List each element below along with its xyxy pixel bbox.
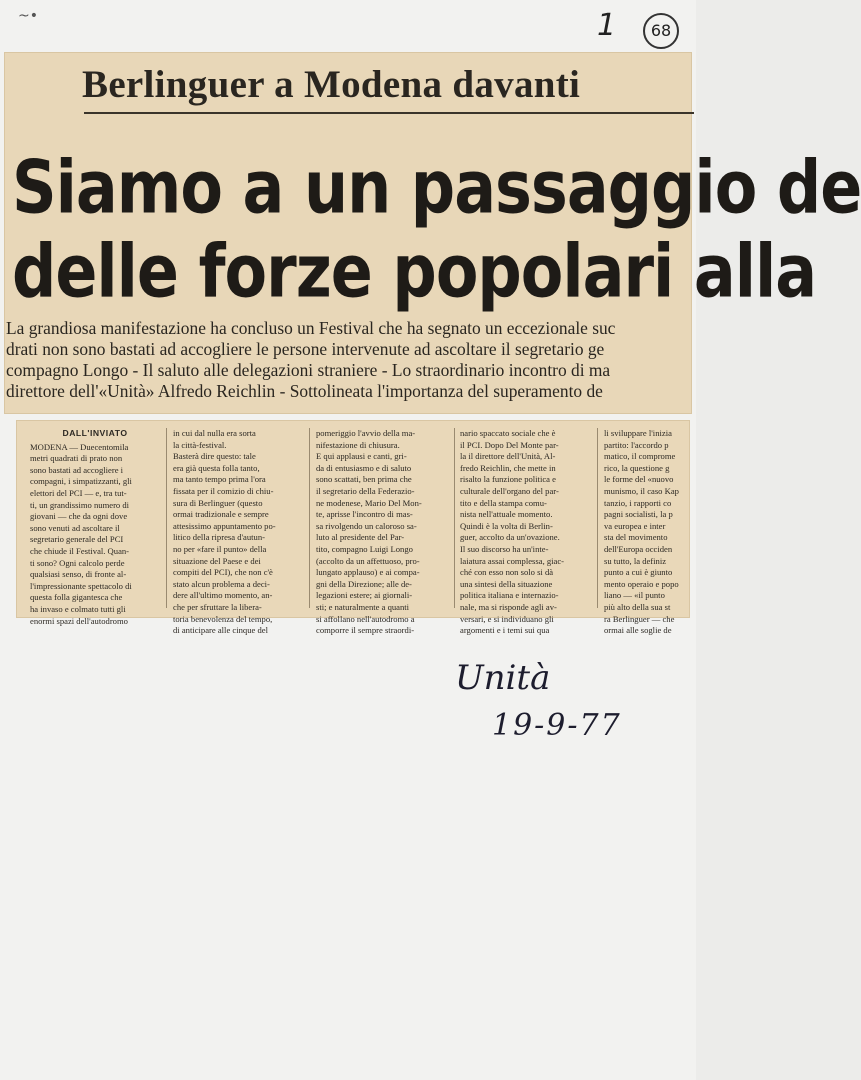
article-text-line: metri quadrati di prato non bbox=[30, 453, 123, 464]
article-text-line: ormai alle soglie de bbox=[604, 625, 672, 636]
article-text-line: pomeriggio l'avvio della ma- bbox=[316, 428, 416, 438]
article-text-line: che chiude il Festival. Quan- bbox=[30, 545, 130, 556]
article-column-2 bbox=[173, 428, 303, 636]
article-text-line: il segretario della Federazio- bbox=[316, 485, 415, 496]
main-headline-line-2: delle forze popolari alla bbox=[12, 228, 817, 315]
article-column-5 bbox=[604, 428, 694, 636]
article-text-line: partito: l'accordo p bbox=[604, 439, 669, 450]
article-text-line: tito, compagno Luigi Longo bbox=[316, 543, 413, 554]
article-text-line: era già questa folla tanto, bbox=[173, 462, 260, 473]
subheadline bbox=[6, 318, 726, 402]
kicker-headline: Berlinguer a Modena davanti bbox=[82, 63, 581, 106]
article-text-line: sa rivolgendo un caloroso sa- bbox=[316, 520, 417, 531]
article-text-line: ra Berlinguer — che bbox=[604, 613, 675, 624]
article-text-line: mento operaio e popo bbox=[604, 578, 679, 589]
article-text-line: ti sono? Ogni calcolo perde bbox=[30, 557, 125, 568]
article-text-line: te, aprisse l'incontro di mas- bbox=[316, 509, 413, 520]
article-text-line: attesissimo appuntamento po- bbox=[173, 520, 276, 531]
article-text-line: toria benevolenza del tempo, bbox=[173, 613, 273, 624]
article-text-line: su tutto, la definiz bbox=[604, 555, 667, 566]
subheadline-line: direttore dell'«Unità» Alfredo Reichlin - Sottolineata l'importanza del superamento de bbox=[6, 381, 603, 401]
main-headline-line-1: Siamo a un passaggio de bbox=[12, 144, 861, 231]
article-text-line: (accolto da un affettuoso, pro- bbox=[316, 555, 420, 566]
article-text-line: nista nell'attuale momento. bbox=[460, 509, 553, 520]
article-text-line: munismo, il caso Kap bbox=[604, 485, 679, 496]
article-text-line: che per sfruttare la libera- bbox=[173, 601, 262, 612]
article-column-1 bbox=[30, 428, 160, 626]
article-text-line: va europea e inter bbox=[604, 520, 666, 531]
column-divider bbox=[597, 428, 598, 608]
column-divider bbox=[166, 428, 167, 608]
article-text-line: nale, ma si risponde agli av- bbox=[460, 601, 557, 612]
article-text-line: sono venuti ad ascoltare il bbox=[30, 522, 120, 533]
article-text-line: ormai tradizionale e sempre bbox=[173, 509, 269, 520]
article-text-line: fissata per il comizio di chiu- bbox=[173, 485, 274, 496]
article-text-line: le forme del «nuovo bbox=[604, 474, 674, 485]
page-number: 1 bbox=[597, 8, 617, 43]
article-text-line: la città-festival. bbox=[173, 439, 227, 450]
article-text-line: culturale dell'organo del par- bbox=[460, 485, 559, 496]
article-text-line: giovani — che da ogni dove bbox=[30, 511, 128, 522]
article-column-4 bbox=[460, 428, 592, 636]
article-text-line: tanzio, i rapporti co bbox=[604, 497, 672, 508]
article-text-line: ché con esso non solo si dà bbox=[460, 567, 554, 578]
article-text-line: sti; e naturalmente a quanti bbox=[316, 601, 410, 612]
article-text-line: il PCI. Dopo Del Monte par- bbox=[460, 439, 559, 450]
article-text-line: MODENA — Duecentomila bbox=[30, 441, 129, 452]
article-text-line: nario spaccato sociale che è bbox=[460, 428, 556, 438]
article-text-line: legazioni estere; ai giornali- bbox=[316, 590, 413, 601]
article-text-line: no per «fare il punto» della bbox=[173, 543, 267, 554]
article-text-line: si affollano nell'autodromo a bbox=[316, 613, 415, 624]
article-text-line: ne modenese, Mario Del Mon- bbox=[316, 497, 422, 508]
byline: DALL'INVIATO bbox=[62, 428, 128, 438]
article-text-line: comporre il sempre straordi- bbox=[316, 625, 415, 636]
article-text-line: sura di Berlinguer (questo bbox=[173, 497, 263, 508]
column-divider bbox=[454, 428, 455, 608]
article-text-line: risalto la funzione politica e bbox=[460, 474, 556, 485]
article-text-line: compiti del PCI), che non c'è bbox=[173, 567, 273, 578]
article-text-line: fredo Reichlin, che mette in bbox=[460, 462, 556, 473]
column-divider bbox=[309, 428, 310, 608]
circled-archive-number: 68 bbox=[643, 13, 679, 49]
article-text-line: luto al presidente del Par- bbox=[316, 532, 405, 543]
article-text-line: segretario generale del PCI bbox=[30, 534, 124, 545]
article-text-line: versari, e si individuano gli bbox=[460, 613, 554, 624]
article-text-line: pagni socialisti, la p bbox=[604, 509, 673, 520]
article-text-line: matico, il comprome bbox=[604, 451, 676, 462]
handwritten-source: Unità bbox=[455, 658, 551, 698]
article-text-line: da di entusiasmo e di saluto bbox=[316, 462, 412, 473]
article-text-line: l'impressionante spettacolo di bbox=[30, 580, 132, 591]
subheadline-line: La grandiosa manifestazione ha concluso un Festival che ha segnato un eccezionale suc bbox=[6, 318, 616, 338]
article-text-line: lungato applauso) e ai compa- bbox=[316, 567, 420, 578]
article-text-line: li sviluppare l'inizia bbox=[604, 428, 672, 438]
article-text-line: dere all'ultimo momento, an- bbox=[173, 590, 273, 601]
newspaper-clipping-body bbox=[16, 420, 690, 636]
article-text-line: ma tanto tempo prima l'ora bbox=[173, 474, 266, 485]
article-text-line: tito e della stampa comu- bbox=[460, 497, 547, 508]
subheadline-line: drati non sono bastati ad accogliere le persone intervenute ad ascoltare il segretario ge bbox=[6, 339, 605, 359]
article-text-line: rico, la questione g bbox=[604, 462, 670, 473]
newspaper-clipping-headline bbox=[4, 52, 861, 414]
article-text-line: una sintesi della situazione bbox=[460, 578, 553, 589]
article-text-line: dell'Europa occiden bbox=[604, 543, 673, 554]
article-text-line: sono scattati, ben prima che bbox=[316, 474, 412, 485]
article-text-line: elettori del PCI — e, tra tut- bbox=[30, 487, 127, 498]
article-text-line: punto a cui è giunto bbox=[604, 567, 673, 578]
article-text-line: di anticipare alle cinque del bbox=[173, 625, 268, 636]
article-text-line: guer, accolto da un'ovazione. bbox=[460, 532, 560, 543]
article-text-line: Basterà dire questo: tale bbox=[173, 451, 256, 462]
article-text-line: questa folla gigantesca che bbox=[30, 592, 123, 603]
article-text-line: gni della Direzione; alle de- bbox=[316, 578, 412, 589]
article-text-line: ti, un grandissimo numero di bbox=[30, 499, 130, 510]
article-text-line: ha invaso e colmato tutti gli bbox=[30, 603, 126, 614]
article-text-line: situazione del Paese e dei bbox=[173, 555, 261, 566]
article-text-line: enormi spazi dell'autodromo bbox=[30, 615, 128, 626]
article-text-line: Quindi è la volta di Berlin- bbox=[460, 520, 553, 531]
article-text-line: Il suo discorso ha un'inte- bbox=[460, 543, 549, 554]
handwritten-date: 19-9-77 bbox=[492, 708, 622, 743]
article-text-line: politica italiana e internazio- bbox=[460, 590, 559, 601]
article-text-line: nifestazione di chiusura. bbox=[316, 439, 400, 450]
article-text-line: qualsiasi senso, di fronte al- bbox=[30, 569, 127, 580]
corner-mark: ~• bbox=[18, 8, 38, 24]
article-text-line: compagni, i simpatizzanti, gli bbox=[30, 476, 132, 487]
article-column-3 bbox=[316, 428, 448, 636]
article-text-line: argomenti e i temi sui qua bbox=[460, 625, 550, 636]
article-text-line: litico della ripresa d'autun- bbox=[173, 532, 265, 543]
article-text-line: stato alcun problema a deci- bbox=[173, 578, 270, 589]
article-text-line: E qui applausi e canti, gri- bbox=[316, 451, 407, 462]
article-text-line: più alto della sua st bbox=[604, 601, 671, 612]
article-text-line: sta del movimento bbox=[604, 532, 668, 543]
article-text-line: liano — «il punto bbox=[604, 590, 665, 601]
article-text-line: in cui dal nulla era sorta bbox=[173, 428, 256, 438]
article-text-line: laiatura assai complessa, giac- bbox=[460, 555, 565, 566]
article-text-line: la il direttore dell'Unità, Al- bbox=[460, 451, 556, 462]
kicker-rule bbox=[84, 112, 694, 114]
subheadline-line: compagno Longo - Il saluto alle delegazioni straniere - Lo straordinario incontro di ma bbox=[6, 360, 611, 380]
article-text-line: sono bastati ad accogliere i bbox=[30, 464, 124, 475]
